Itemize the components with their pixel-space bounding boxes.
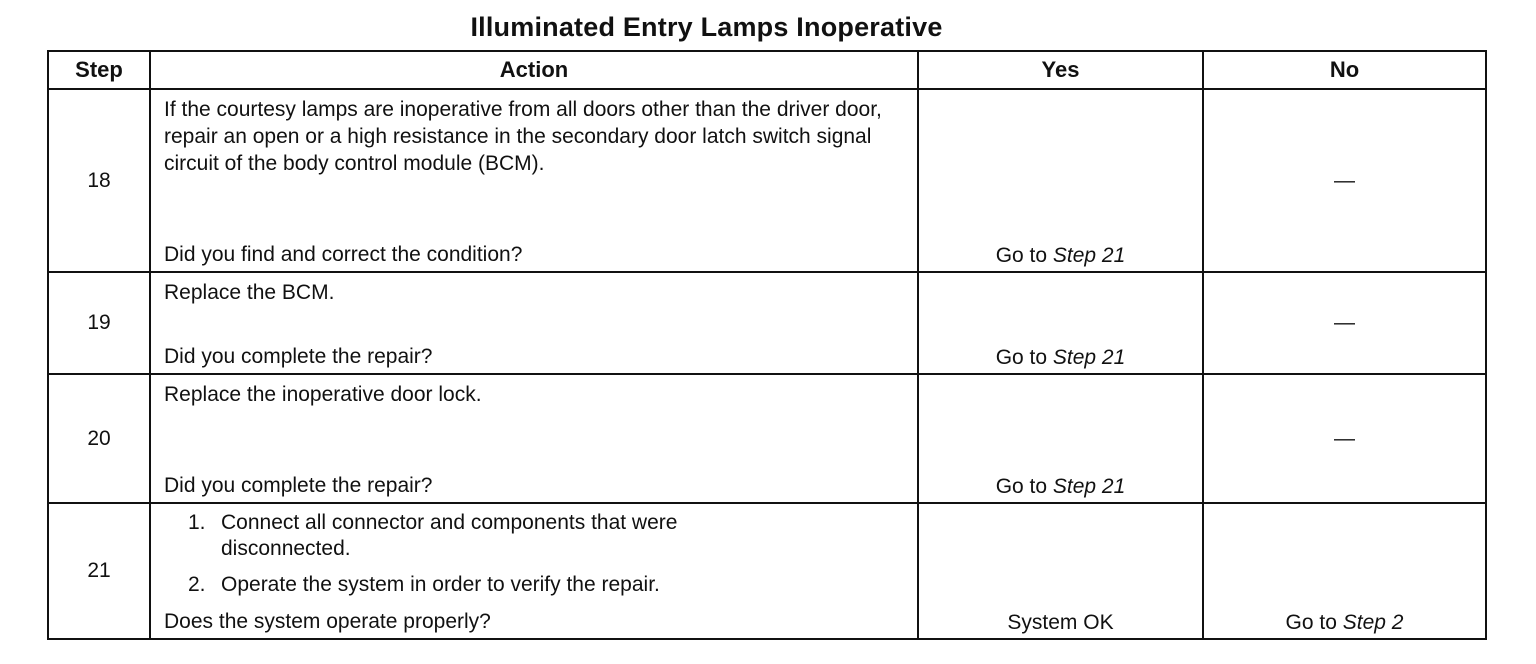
yes-result (919, 475, 1202, 499)
yes-result: System OK (1007, 611, 1114, 634)
action-cell (150, 272, 918, 374)
header-action: Action (150, 51, 918, 89)
yes-result (919, 346, 1202, 370)
table-row (48, 374, 1486, 503)
page-title: Illuminated Entry Lamps Inoperative (470, 12, 943, 42)
no-result: — (1334, 168, 1355, 192)
list-item-text: Operate the system in order to verify the repair. (221, 573, 660, 596)
diagnostic-table (47, 50, 1487, 640)
list-item-text: Connect all connector and components that were disconnected. (221, 511, 678, 560)
table-row (48, 89, 1486, 272)
step-number: 19 (48, 272, 150, 374)
list-item (188, 510, 781, 562)
list-item-number: 2. (188, 573, 206, 596)
yes-result (919, 244, 1202, 268)
action-question: Does the system operate properly? (164, 610, 491, 633)
action-cell (150, 89, 918, 272)
action-steps-list (164, 510, 907, 598)
action-question: Did you find and correct the condition? (164, 243, 523, 266)
table-row (48, 272, 1486, 374)
action-text: If the courtesy lamps are inoperative from all doors other than the driver door, repair an open or a high resistance in the secondary door latch switch signal circuit of the body control module (BCM). (164, 98, 882, 175)
list-item (188, 572, 907, 598)
no-cell (1203, 89, 1486, 272)
yes-cell (918, 503, 1203, 639)
action-question: Did you complete the repair? (164, 345, 433, 368)
header-no: No (1203, 51, 1486, 89)
action-question: Did you complete the repair? (164, 474, 433, 497)
yes-prefix: Go to (995, 346, 1053, 369)
action-text: Replace the BCM. (164, 281, 335, 304)
yes-cell (918, 374, 1203, 503)
step-number: 20 (48, 374, 150, 503)
list-item-number: 1. (188, 511, 206, 534)
no-step-ref: Step 2 (1342, 611, 1404, 634)
yes-prefix: Go to (995, 475, 1053, 498)
no-cell (1203, 503, 1486, 639)
yes-cell (918, 272, 1203, 374)
yes-cell (918, 89, 1203, 272)
header-step: Step (48, 51, 150, 89)
step-number: 21 (48, 503, 150, 639)
header-yes: Yes (918, 51, 1203, 89)
header-row (48, 51, 1486, 89)
action-cell (150, 374, 918, 503)
action-cell (150, 503, 918, 639)
action-text: Replace the inoperative door lock. (164, 383, 482, 406)
no-result (1204, 611, 1485, 635)
no-result: — (1334, 426, 1355, 450)
no-cell (1203, 374, 1486, 503)
no-cell (1203, 272, 1486, 374)
yes-step-ref: Step 21 (1052, 244, 1126, 267)
no-result: — (1334, 311, 1355, 334)
yes-prefix: Go to (995, 244, 1053, 267)
no-prefix: Go to (1285, 611, 1343, 634)
table-row (48, 503, 1486, 639)
yes-step-ref: Step 21 (1052, 475, 1126, 498)
yes-step-ref: Step 21 (1052, 346, 1126, 369)
step-number: 18 (48, 89, 150, 272)
